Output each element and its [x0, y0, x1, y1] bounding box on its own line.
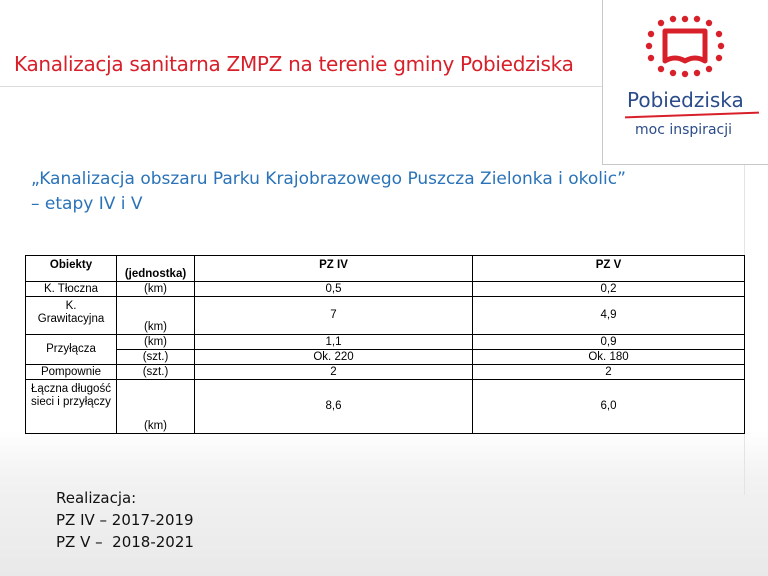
header-obiekty: Obiekty: [26, 256, 117, 282]
row-unit: (km): [117, 380, 195, 434]
table-row: [26, 380, 745, 434]
row-label: Przyłącza: [26, 335, 117, 365]
row-label: [26, 380, 117, 434]
logo-tagline: moc inspiracji: [635, 122, 732, 138]
realizacja-block: [56, 487, 194, 553]
subtitle-line-2: – etapy IV i V: [31, 194, 143, 214]
slide-title: Kanalizacja sanitarna ZMPZ na terenie gminy Pobiedziska: [14, 52, 574, 76]
logo-underline: [625, 112, 759, 119]
row-pz5-value: 4,9: [473, 297, 745, 335]
row-label-line-2: Grawitacyjna: [37, 313, 105, 325]
row-pz5-value: 2: [473, 365, 745, 380]
header-pz5: PZ V: [473, 256, 745, 282]
row-pz5-value: 0,2: [473, 282, 745, 297]
row-pz4-value: 1,1: [195, 335, 473, 350]
row-pz4-value: 0,5: [195, 282, 473, 297]
header-pz4: PZ IV: [195, 256, 473, 282]
row-unit: (km): [117, 297, 195, 335]
logo-name: Pobiedziska: [627, 88, 744, 112]
header-jednostka: (jednostka): [117, 256, 195, 282]
table-row: [26, 297, 745, 335]
table-header-row: [26, 256, 745, 282]
logo: [602, 0, 768, 165]
realizacja-pz5: PZ V – 2018-2021: [56, 533, 194, 551]
row-unit: (szt.): [117, 350, 195, 365]
subtitle-line-1: „Kanalizacja obszaru Parku Krajobrazowego Puszcza Zielonka i okolic”: [31, 169, 626, 189]
realizacja-heading: Realizacja:: [56, 489, 137, 507]
title-divider: [0, 86, 603, 87]
table-row: [26, 335, 745, 350]
pobiedziska-emblem-icon: [603, 0, 768, 89]
row-unit: (szt.): [117, 365, 195, 380]
data-table: [25, 255, 745, 434]
row-label-line-1: Łączna długość: [31, 383, 111, 395]
row-pz4-value: Ok. 220: [195, 350, 473, 365]
row-pz4-value: 2: [195, 365, 473, 380]
row-pz5-value: Ok. 180: [473, 350, 745, 365]
project-subtitle: [31, 167, 671, 217]
row-pz4-value: 8,6: [195, 380, 473, 434]
realizacja-pz4: PZ IV – 2017-2019: [56, 511, 194, 529]
row-pz4-value: 7: [195, 297, 473, 335]
row-pz5-value: 6,0: [473, 380, 745, 434]
row-label: K. Tłoczna: [26, 282, 117, 297]
table-row: [26, 365, 745, 380]
row-unit: (km): [117, 335, 195, 350]
table-row: [26, 282, 745, 297]
row-label-line-2: sieci i przyłączy: [31, 396, 111, 408]
row-unit: (km): [117, 282, 195, 297]
row-label-line-1: K.: [65, 300, 77, 312]
table-row: [26, 350, 745, 365]
row-label: [26, 297, 117, 335]
row-label: Pompownie: [26, 365, 117, 380]
row-pz5-value: 0,9: [473, 335, 745, 350]
